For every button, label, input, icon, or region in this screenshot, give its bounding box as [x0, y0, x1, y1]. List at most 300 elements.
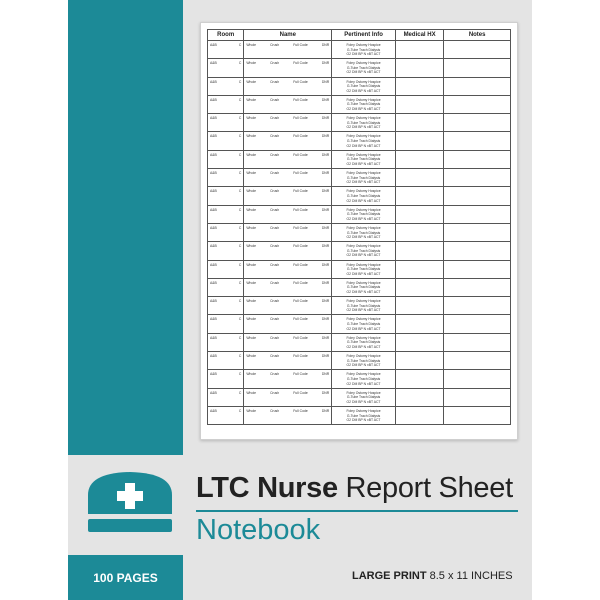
- pertinent-info-cell: [332, 388, 396, 406]
- room-label: A&B: [210, 280, 217, 285]
- name-option: DNR: [321, 207, 330, 212]
- room-cell: [208, 278, 244, 296]
- notes-cell: [444, 169, 511, 187]
- name-option: Full Code: [293, 189, 308, 194]
- name-option: Crush: [270, 335, 280, 340]
- info-line: O2 DM BP N xBT ACT: [346, 161, 381, 166]
- medical-hx-cell: [395, 315, 443, 333]
- name-option: Crush: [270, 116, 280, 121]
- info-line: O2 DM BP N xBT ACT: [346, 125, 381, 130]
- name-option: DNR: [321, 79, 330, 84]
- table-row: [208, 242, 511, 260]
- room-cell: [208, 370, 244, 388]
- notes-cell: [444, 278, 511, 296]
- name-cell: [244, 388, 332, 406]
- info-line: G-Tube Trach Dialysis: [346, 102, 381, 107]
- name-option: Crush: [270, 225, 280, 230]
- nurse-cap-icon: [82, 467, 178, 539]
- room-cell: [208, 77, 244, 95]
- info-line: O2 DM BP N xBT ACT: [346, 363, 381, 368]
- room-cell: [208, 406, 244, 424]
- room-label: C: [238, 189, 242, 194]
- room-cell: [208, 242, 244, 260]
- name-option: DNR: [321, 354, 330, 359]
- name-option: Crush: [270, 152, 280, 157]
- info-line: O2 DM BP N xBT ACT: [346, 381, 381, 386]
- table-row: [208, 169, 511, 187]
- name-cell: [244, 242, 332, 260]
- name-cell: [244, 169, 332, 187]
- info-line: O2 DM BP N xBT ACT: [346, 290, 381, 295]
- table-body: [208, 41, 511, 425]
- info-line: G-Tube Trach Dialysis: [346, 248, 381, 253]
- room-cell: [208, 41, 244, 59]
- medical-hx-cell: [395, 333, 443, 351]
- info-line: O2 DM BP N xBT ACT: [346, 253, 381, 258]
- medical-hx-cell: [395, 187, 443, 205]
- name-option: Whole: [246, 207, 256, 212]
- pertinent-info-cell: [332, 223, 396, 241]
- medical-hx-cell: [395, 278, 443, 296]
- table-row: [208, 132, 511, 150]
- table-row: [208, 297, 511, 315]
- room-cell: [208, 388, 244, 406]
- report-sheet-preview: [200, 22, 518, 440]
- room-label: A&B: [210, 134, 217, 139]
- table-row: [208, 187, 511, 205]
- table-row: [208, 370, 511, 388]
- name-option: Whole: [246, 43, 256, 47]
- info-line: Foley Ostomy Hospice: [346, 225, 381, 230]
- name-option: DNR: [321, 97, 330, 102]
- room-label: C: [238, 262, 242, 267]
- name-option: Whole: [246, 97, 256, 102]
- room-label: C: [238, 335, 242, 340]
- info-line: G-Tube Trach Dialysis: [346, 212, 381, 217]
- pages-badge: [68, 555, 183, 600]
- book-cover: [68, 0, 532, 600]
- info-line: Foley Ostomy Hospice: [346, 43, 381, 47]
- name-option: Full Code: [293, 207, 308, 212]
- info-line: G-Tube Trach Dialysis: [346, 139, 381, 144]
- room-label: A&B: [210, 152, 217, 157]
- room-cell: [208, 315, 244, 333]
- room-label: C: [238, 43, 242, 47]
- info-line: O2 DM BP N xBT ACT: [346, 344, 381, 349]
- notes-cell: [444, 388, 511, 406]
- name-option: Whole: [246, 390, 256, 395]
- name-option: Crush: [270, 372, 280, 377]
- name-option: Full Code: [293, 171, 308, 176]
- medical-hx-cell: [395, 41, 443, 59]
- name-option: Full Code: [293, 408, 308, 413]
- name-option: Crush: [270, 299, 280, 304]
- info-line: O2 DM BP N xBT ACT: [346, 180, 381, 185]
- info-line: O2 DM BP N xBT ACT: [346, 399, 381, 404]
- header-room: Room: [208, 30, 244, 41]
- pertinent-info-cell: [332, 352, 396, 370]
- pertinent-info-cell: [332, 187, 396, 205]
- info-line: Foley Ostomy Hospice: [346, 134, 381, 139]
- name-option: Crush: [270, 134, 280, 139]
- room-label: A&B: [210, 225, 217, 230]
- name-cell: [244, 41, 332, 59]
- info-line: G-Tube Trach Dialysis: [346, 376, 381, 381]
- room-label: C: [238, 97, 242, 102]
- pertinent-info-cell: [332, 150, 396, 168]
- print-bold: LARGE PRINT: [352, 570, 427, 582]
- name-option: Full Code: [293, 299, 308, 304]
- title-line-2: Notebook: [196, 514, 321, 546]
- notes-cell: [444, 77, 511, 95]
- notes-cell: [444, 150, 511, 168]
- medical-hx-cell: [395, 406, 443, 424]
- info-line: G-Tube Trach Dialysis: [346, 193, 381, 198]
- room-label: C: [238, 354, 242, 359]
- notes-cell: [444, 205, 511, 223]
- name-option: Crush: [270, 43, 280, 47]
- name-cell: [244, 187, 332, 205]
- pages-text: 100 PAGES: [93, 570, 158, 585]
- name-option: Full Code: [293, 116, 308, 121]
- info-line: O2 DM BP N xBT ACT: [346, 143, 381, 148]
- title-bold: LTC Nurse: [196, 472, 338, 504]
- name-option: Whole: [246, 262, 256, 267]
- name-option: Whole: [246, 244, 256, 249]
- name-option: Crush: [270, 97, 280, 102]
- info-line: Foley Ostomy Hospice: [346, 408, 381, 413]
- title-line-1: [196, 472, 513, 505]
- room-cell: [208, 59, 244, 77]
- name-cell: [244, 406, 332, 424]
- name-option: Crush: [270, 79, 280, 84]
- medical-hx-cell: [395, 132, 443, 150]
- report-table: [207, 29, 511, 425]
- name-option: DNR: [321, 299, 330, 304]
- info-line: Foley Ostomy Hospice: [346, 262, 381, 267]
- room-label: C: [238, 152, 242, 157]
- pertinent-info-cell: [332, 114, 396, 132]
- room-label: C: [238, 79, 242, 84]
- table-row: [208, 205, 511, 223]
- table-row: [208, 406, 511, 424]
- room-cell: [208, 297, 244, 315]
- medical-hx-cell: [395, 205, 443, 223]
- name-option: Crush: [270, 317, 280, 322]
- name-option: Crush: [270, 262, 280, 267]
- name-option: Whole: [246, 134, 256, 139]
- room-label: A&B: [210, 79, 217, 84]
- notes-cell: [444, 297, 511, 315]
- table-row: [208, 352, 511, 370]
- notes-cell: [444, 223, 511, 241]
- medical-hx-cell: [395, 150, 443, 168]
- table-row: [208, 260, 511, 278]
- name-option: Full Code: [293, 79, 308, 84]
- name-option: Whole: [246, 225, 256, 230]
- room-label: A&B: [210, 262, 217, 267]
- room-label: A&B: [210, 61, 217, 66]
- room-label: C: [238, 207, 242, 212]
- name-cell: [244, 370, 332, 388]
- info-line: O2 DM BP N xBT ACT: [346, 418, 381, 423]
- name-option: Whole: [246, 61, 256, 66]
- info-line: Foley Ostomy Hospice: [346, 299, 381, 304]
- name-option: Whole: [246, 152, 256, 157]
- room-label: A&B: [210, 372, 217, 377]
- name-option: DNR: [321, 171, 330, 176]
- pertinent-info-cell: [332, 333, 396, 351]
- table-row: [208, 278, 511, 296]
- pertinent-info-cell: [332, 205, 396, 223]
- pertinent-info-cell: [332, 59, 396, 77]
- room-label: A&B: [210, 244, 217, 249]
- name-cell: [244, 260, 332, 278]
- table-row: [208, 388, 511, 406]
- info-line: Foley Ostomy Hospice: [346, 390, 381, 395]
- room-label: A&B: [210, 171, 217, 176]
- info-line: G-Tube Trach Dialysis: [346, 303, 381, 308]
- pertinent-info-cell: [332, 95, 396, 113]
- info-line: O2 DM BP N xBT ACT: [346, 88, 381, 93]
- title-band: [68, 455, 532, 555]
- room-label: C: [238, 171, 242, 176]
- medical-hx-cell: [395, 77, 443, 95]
- pertinent-info-cell: [332, 297, 396, 315]
- name-option: Full Code: [293, 372, 308, 377]
- room-label: A&B: [210, 207, 217, 212]
- medical-hx-cell: [395, 260, 443, 278]
- table-header-row: [208, 30, 511, 41]
- notes-cell: [444, 370, 511, 388]
- name-option: Full Code: [293, 244, 308, 249]
- info-line: O2 DM BP N xBT ACT: [346, 235, 381, 240]
- room-cell: [208, 150, 244, 168]
- name-option: DNR: [321, 390, 330, 395]
- info-line: Foley Ostomy Hospice: [346, 280, 381, 285]
- room-label: A&B: [210, 43, 217, 47]
- room-label: A&B: [210, 335, 217, 340]
- name-option: DNR: [321, 244, 330, 249]
- room-label: C: [238, 317, 242, 322]
- name-cell: [244, 132, 332, 150]
- room-cell: [208, 187, 244, 205]
- name-option: Full Code: [293, 97, 308, 102]
- room-label: C: [238, 408, 242, 413]
- name-option: DNR: [321, 189, 330, 194]
- pertinent-info-cell: [332, 169, 396, 187]
- table-row: [208, 114, 511, 132]
- header-pertinent-info: Pertinent Info: [332, 30, 396, 41]
- table-row: [208, 95, 511, 113]
- info-line: G-Tube Trach Dialysis: [346, 358, 381, 363]
- room-cell: [208, 132, 244, 150]
- room-label: C: [238, 116, 242, 121]
- info-line: G-Tube Trach Dialysis: [346, 285, 381, 290]
- teal-strip: [68, 0, 183, 455]
- name-option: DNR: [321, 408, 330, 413]
- room-cell: [208, 260, 244, 278]
- medical-hx-cell: [395, 297, 443, 315]
- name-option: Full Code: [293, 134, 308, 139]
- notes-cell: [444, 187, 511, 205]
- name-option: DNR: [321, 116, 330, 121]
- name-option: Whole: [246, 354, 256, 359]
- name-option: Crush: [270, 189, 280, 194]
- name-option: DNR: [321, 43, 330, 47]
- title-rest: Report Sheet: [337, 472, 513, 504]
- medical-hx-cell: [395, 59, 443, 77]
- info-line: O2 DM BP N xBT ACT: [346, 198, 381, 203]
- name-option: Whole: [246, 335, 256, 340]
- info-line: G-Tube Trach Dialysis: [346, 230, 381, 235]
- info-line: G-Tube Trach Dialysis: [346, 157, 381, 162]
- header-medical-hx: Medical HX: [395, 30, 443, 41]
- name-cell: [244, 95, 332, 113]
- room-label: C: [238, 244, 242, 249]
- name-option: Whole: [246, 116, 256, 121]
- name-option: DNR: [321, 280, 330, 285]
- name-cell: [244, 77, 332, 95]
- name-option: Crush: [270, 390, 280, 395]
- notes-cell: [444, 315, 511, 333]
- name-option: Crush: [270, 244, 280, 249]
- room-label: C: [238, 61, 242, 66]
- name-option: DNR: [321, 335, 330, 340]
- medical-hx-cell: [395, 223, 443, 241]
- room-label: C: [238, 299, 242, 304]
- table-row: [208, 315, 511, 333]
- name-cell: [244, 278, 332, 296]
- room-label: A&B: [210, 299, 217, 304]
- name-option: Crush: [270, 354, 280, 359]
- room-cell: [208, 333, 244, 351]
- notes-cell: [444, 132, 511, 150]
- notes-cell: [444, 260, 511, 278]
- room-label: A&B: [210, 189, 217, 194]
- room-label: A&B: [210, 317, 217, 322]
- room-label: C: [238, 280, 242, 285]
- medical-hx-cell: [395, 388, 443, 406]
- info-line: G-Tube Trach Dialysis: [346, 175, 381, 180]
- name-option: Crush: [270, 61, 280, 66]
- pertinent-info-cell: [332, 370, 396, 388]
- info-line: G-Tube Trach Dialysis: [346, 47, 381, 52]
- name-option: DNR: [321, 61, 330, 66]
- room-label: A&B: [210, 390, 217, 395]
- medical-hx-cell: [395, 169, 443, 187]
- table-row: [208, 77, 511, 95]
- room-label: A&B: [210, 116, 217, 121]
- room-label: C: [238, 225, 242, 230]
- name-option: DNR: [321, 225, 330, 230]
- info-line: Foley Ostomy Hospice: [346, 79, 381, 84]
- notes-cell: [444, 59, 511, 77]
- name-option: Full Code: [293, 152, 308, 157]
- name-cell: [244, 333, 332, 351]
- room-cell: [208, 169, 244, 187]
- pertinent-info-cell: [332, 41, 396, 59]
- info-line: Foley Ostomy Hospice: [346, 354, 381, 359]
- pertinent-info-cell: [332, 260, 396, 278]
- pertinent-info-cell: [332, 278, 396, 296]
- name-option: Crush: [270, 207, 280, 212]
- name-cell: [244, 150, 332, 168]
- room-cell: [208, 95, 244, 113]
- info-line: G-Tube Trach Dialysis: [346, 395, 381, 400]
- room-label: C: [238, 372, 242, 377]
- medical-hx-cell: [395, 242, 443, 260]
- name-cell: [244, 223, 332, 241]
- info-line: O2 DM BP N xBT ACT: [346, 326, 381, 331]
- name-option: DNR: [321, 317, 330, 322]
- table-row: [208, 223, 511, 241]
- medical-hx-cell: [395, 114, 443, 132]
- name-option: Full Code: [293, 43, 308, 47]
- name-option: Full Code: [293, 61, 308, 66]
- info-line: Foley Ostomy Hospice: [346, 97, 381, 102]
- name-option: Full Code: [293, 280, 308, 285]
- name-option: Full Code: [293, 390, 308, 395]
- name-option: Full Code: [293, 335, 308, 340]
- info-line: Foley Ostomy Hospice: [346, 189, 381, 194]
- name-cell: [244, 315, 332, 333]
- info-line: Foley Ostomy Hospice: [346, 116, 381, 121]
- room-label: A&B: [210, 408, 217, 413]
- info-line: G-Tube Trach Dialysis: [346, 84, 381, 89]
- table-row: [208, 59, 511, 77]
- name-cell: [244, 114, 332, 132]
- room-label: A&B: [210, 97, 217, 102]
- table-row: [208, 41, 511, 59]
- info-line: Foley Ostomy Hospice: [346, 372, 381, 377]
- notes-cell: [444, 41, 511, 59]
- pertinent-info-cell: [332, 242, 396, 260]
- name-option: Whole: [246, 171, 256, 176]
- notes-cell: [444, 352, 511, 370]
- header-notes: Notes: [444, 30, 511, 41]
- room-label: C: [238, 390, 242, 395]
- name-option: Whole: [246, 299, 256, 304]
- info-line: G-Tube Trach Dialysis: [346, 267, 381, 272]
- name-option: Whole: [246, 79, 256, 84]
- room-label: A&B: [210, 354, 217, 359]
- room-cell: [208, 223, 244, 241]
- name-option: Full Code: [293, 225, 308, 230]
- name-option: Whole: [246, 372, 256, 377]
- room-label: C: [238, 134, 242, 139]
- info-line: Foley Ostomy Hospice: [346, 171, 381, 176]
- info-line: O2 DM BP N xBT ACT: [346, 107, 381, 112]
- name-option: Full Code: [293, 262, 308, 267]
- notes-cell: [444, 95, 511, 113]
- name-option: Whole: [246, 408, 256, 413]
- name-option: Crush: [270, 280, 280, 285]
- info-line: O2 DM BP N xBT ACT: [346, 216, 381, 221]
- info-line: G-Tube Trach Dialysis: [346, 413, 381, 418]
- pertinent-info-cell: [332, 132, 396, 150]
- name-option: DNR: [321, 372, 330, 377]
- print-size: 8.5 x 11 INCHES: [426, 570, 513, 582]
- notes-cell: [444, 242, 511, 260]
- name-cell: [244, 59, 332, 77]
- table-row: [208, 150, 511, 168]
- room-cell: [208, 114, 244, 132]
- info-line: Foley Ostomy Hospice: [346, 244, 381, 249]
- notes-cell: [444, 114, 511, 132]
- info-line: Foley Ostomy Hospice: [346, 207, 381, 212]
- pertinent-info-cell: [332, 77, 396, 95]
